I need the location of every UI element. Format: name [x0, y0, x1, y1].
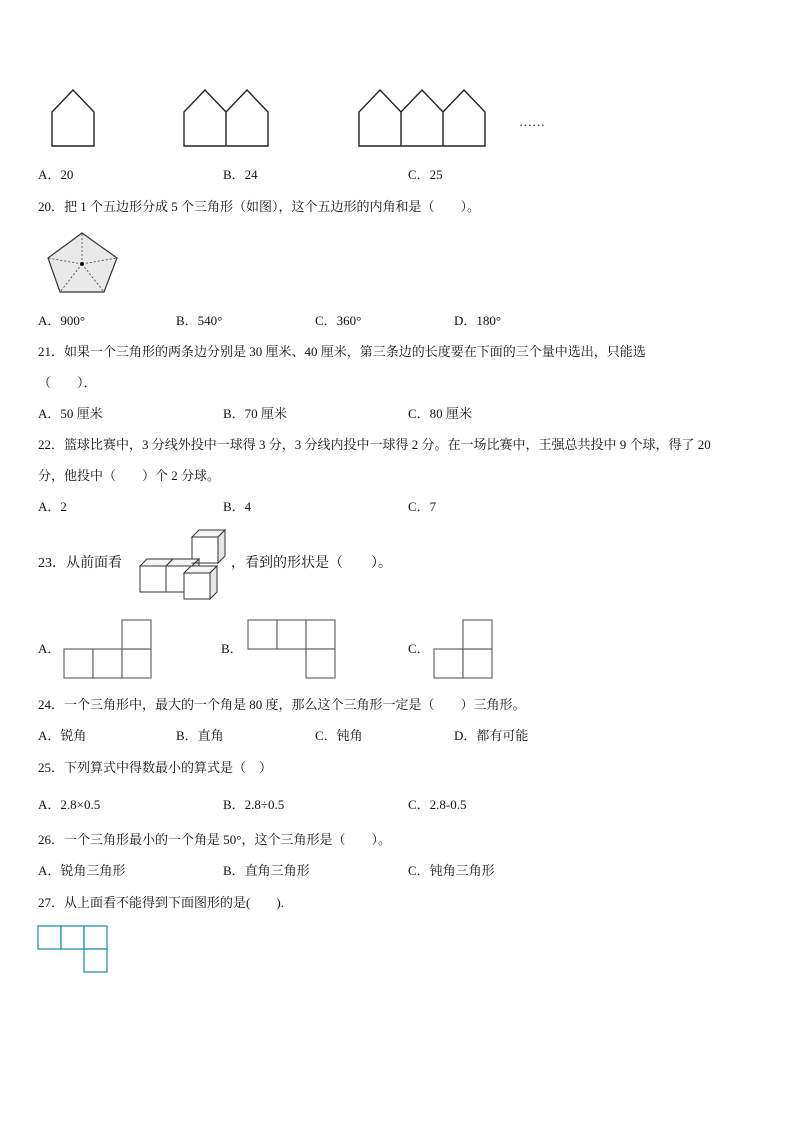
q26-option-a[interactable]: A．锐角三角形: [38, 863, 126, 878]
q25-option-a[interactable]: A．2.8×0.5: [38, 797, 101, 812]
q24-stem: 24．一个三角形中，最大的一个角是 80 度，那么这个三角形一定是（ ）三角形。: [38, 697, 526, 712]
q21-option-b[interactable]: B．70 厘米: [223, 406, 287, 421]
q24-option-a[interactable]: A．锐角: [38, 728, 87, 743]
q23-option-c[interactable]: C．: [408, 641, 430, 656]
q27-stem: 27．从上面看不能得到下面图形的是( ).: [38, 895, 284, 910]
q26-option-b[interactable]: B．直角三角形: [223, 863, 310, 878]
q25-option-b[interactable]: B．2.8÷0.5: [223, 797, 285, 812]
q20-stem: 20．把 1 个五边形分成 5 个三角形（如图），这个五边形的内角和是（ ）。: [38, 199, 481, 214]
q24-option-b[interactable]: B．直角: [176, 728, 224, 743]
q22-stem-line1: 22．篮球比赛中，3 分线外投中一球得 3 分，3 分线内投中一球得 2 分。在一场比赛中，王强总共投中 9 个球，得了 20: [38, 437, 711, 452]
q25-option-c[interactable]: C．2.8-0.5: [408, 797, 467, 812]
q22-option-b[interactable]: B．4: [223, 499, 252, 514]
q22-option-c[interactable]: C．7: [408, 499, 437, 514]
q19-option-b[interactable]: B．24: [223, 167, 258, 182]
q26-option-c[interactable]: C．钝角三角形: [408, 863, 495, 878]
q25-stem: 25．下列算式中得数最小的算式是（ ）: [38, 760, 273, 775]
q20-option-c[interactable]: C．360°: [315, 313, 362, 328]
q26-stem: 26．一个三角形最小的一个角是 50°，这个三角形是（ ）。: [38, 832, 391, 847]
q20-option-b[interactable]: B．540°: [176, 313, 223, 328]
ellipsis: ……: [519, 114, 545, 129]
q21-stem-line1: 21．如果一个三角形的两条边分别是 30 厘米、40 厘米，第三条边的长度要在下面的三个量中选出，只能选: [38, 344, 646, 359]
q23-option-b[interactable]: B．: [221, 641, 243, 656]
q19-option-c[interactable]: C．25: [408, 167, 443, 182]
q21-option-c[interactable]: C．80 厘米: [408, 406, 472, 421]
q23-stem-post: ，看到的形状是（ ）。: [231, 556, 392, 571]
q20-option-d[interactable]: D．180°: [454, 313, 502, 328]
q24-option-d[interactable]: D．都有可能: [454, 728, 529, 743]
q23-stem-pre: 23．从前面看: [38, 556, 122, 571]
q23-option-a[interactable]: A．: [38, 641, 61, 656]
q22-stem-line2: 分，他投中（ ）个 2 分球。: [38, 468, 221, 483]
q20-option-a[interactable]: A．900°: [38, 313, 86, 328]
q21-stem-line2: （ ）．: [38, 375, 97, 390]
q21-option-a[interactable]: A．50 厘米: [38, 406, 103, 421]
q22-option-a[interactable]: A．2: [38, 499, 67, 514]
q19-option-a[interactable]: A．20: [38, 167, 74, 182]
q24-option-c[interactable]: C．钝角: [315, 728, 363, 743]
